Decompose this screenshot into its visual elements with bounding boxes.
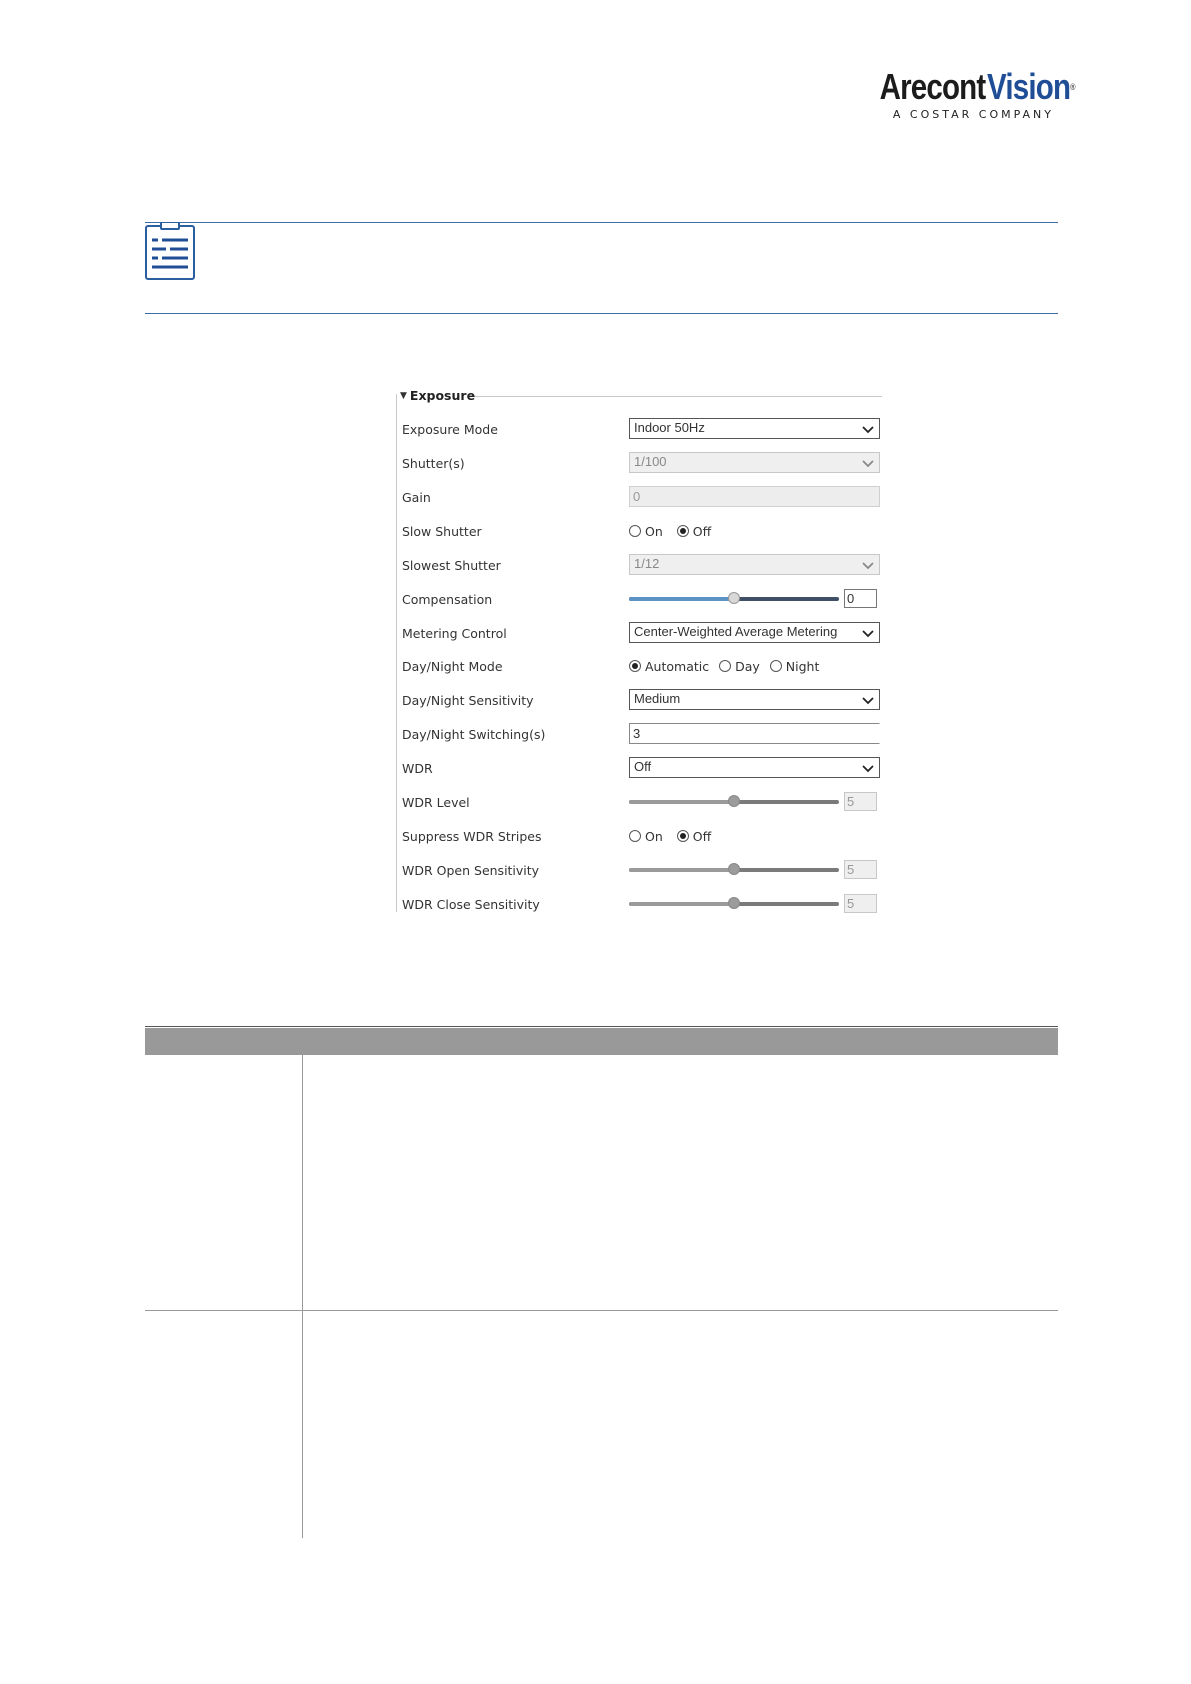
compensation-slider[interactable] <box>629 588 839 610</box>
compensation-label: Compensation <box>402 592 493 607</box>
slider-handle[interactable] <box>728 795 740 807</box>
logo-tagline: A COSTAR COMPANY <box>892 108 1054 121</box>
slow-shutter-off-label: Off <box>692 523 712 539</box>
panel-top-border <box>474 396 882 397</box>
wdr-close-sensitivity-slider[interactable] <box>629 893 839 915</box>
row-slow-shutter <box>402 520 880 544</box>
row-compensation <box>402 588 880 612</box>
exposure-mode-label: Exposure Mode <box>402 422 498 437</box>
slider-handle[interactable] <box>728 897 740 909</box>
wdr-close-sensitivity-label: WDR Close Sensitivity <box>402 897 540 912</box>
shutter-label: Shutter(s) <box>402 456 465 471</box>
wdr-level-label: WDR Level <box>402 795 470 810</box>
chevron-down-icon <box>861 454 875 472</box>
row-exposure-mode <box>402 418 880 442</box>
suppress-wdr-off-label: Off <box>692 828 712 844</box>
exposure-title: Exposure <box>409 388 476 403</box>
wdr-value: Off <box>634 759 652 774</box>
suppress-wdr-on-radio[interactable] <box>629 830 641 842</box>
exposure-mode-value: Indoor 50Hz <box>634 420 705 435</box>
table-column-divider <box>302 1028 303 1538</box>
chevron-down-icon <box>861 691 875 709</box>
day-night-sensitivity-label: Day/Night Sensitivity <box>402 693 534 708</box>
slider-fill <box>629 800 734 804</box>
slow-shutter-on-label: On <box>645 523 663 539</box>
row-wdr <box>402 757 880 781</box>
slow-shutter-on-radio[interactable] <box>629 525 641 537</box>
metering-control-value: Center-Weighted Average Metering <box>634 624 838 639</box>
wdr-label: WDR <box>402 761 433 776</box>
suppress-wdr-stripes-label: Suppress WDR Stripes <box>402 829 542 844</box>
company-logo <box>840 66 1075 121</box>
slider-fill <box>629 902 734 906</box>
row-wdr-open-sensitivity <box>402 859 880 883</box>
suppress-wdr-on-label: On <box>645 828 663 844</box>
slow-shutter-label: Slow Shutter <box>402 524 482 539</box>
gain-label: Gain <box>402 490 431 505</box>
collapse-triangle-icon: ▼ <box>400 390 407 401</box>
slider-handle[interactable] <box>728 592 740 604</box>
slow-shutter-off-radio[interactable] <box>677 525 689 537</box>
day-night-switching-input[interactable]: 3 <box>629 723 880 744</box>
row-metering-control <box>402 622 880 646</box>
slowest-shutter-label: Slowest Shutter <box>402 558 501 573</box>
logo-word-vision: Vision <box>987 66 1071 107</box>
shutter-value: 1/100 <box>634 454 667 469</box>
exposure-section-toggle[interactable] <box>400 388 475 403</box>
gain-input[interactable]: 0 <box>629 486 880 507</box>
row-gain <box>402 486 880 510</box>
metering-control-select[interactable] <box>629 622 880 643</box>
row-day-night-switching <box>402 723 880 747</box>
table-header-row <box>145 1028 1058 1055</box>
wdr-level-value-input[interactable]: 5 <box>844 792 877 811</box>
logo-word-arecont: Arecont <box>879 66 986 107</box>
slowest-shutter-select[interactable] <box>629 554 880 575</box>
wdr-open-sensitivity-slider[interactable] <box>629 859 839 881</box>
day-night-automatic-radio[interactable] <box>629 660 641 672</box>
wdr-level-slider[interactable] <box>629 791 839 813</box>
slowest-shutter-value: 1/12 <box>634 556 660 571</box>
row-day-night-sensitivity <box>402 689 880 713</box>
day-night-sensitivity-select[interactable] <box>629 689 880 710</box>
chevron-down-icon <box>861 420 875 438</box>
day-night-automatic-label: Automatic <box>645 658 710 674</box>
logo-wordmark <box>879 66 1075 107</box>
suppress-wdr-off-radio[interactable] <box>677 830 689 842</box>
row-suppress-wdr-stripes <box>402 825 880 849</box>
exposure-panel <box>396 388 882 914</box>
metering-control-label: Metering Control <box>402 626 507 641</box>
slider-handle[interactable] <box>728 863 740 875</box>
row-wdr-level <box>402 791 880 815</box>
wdr-open-sensitivity-label: WDR Open Sensitivity <box>402 863 540 878</box>
note-top-rule <box>145 222 1058 223</box>
row-shutter <box>402 452 880 476</box>
slider-fill <box>629 597 734 601</box>
day-night-switching-label: Day/Night Switching(s) <box>402 727 546 742</box>
chevron-down-icon <box>861 624 875 642</box>
shutter-select[interactable] <box>629 452 880 473</box>
table-top-rule <box>145 1026 1058 1027</box>
panel-left-border <box>396 394 397 912</box>
row-wdr-close-sensitivity <box>402 893 880 917</box>
day-night-day-radio[interactable] <box>719 660 731 672</box>
compensation-value-input[interactable]: 0 <box>844 589 877 608</box>
wdr-close-sensitivity-value-input[interactable]: 5 <box>844 894 877 913</box>
wdr-open-sensitivity-value-input[interactable]: 5 <box>844 860 877 879</box>
day-night-day-label: Day <box>735 658 760 674</box>
notepad-icon <box>145 222 195 280</box>
exposure-mode-select[interactable] <box>629 418 880 439</box>
chevron-down-icon <box>861 759 875 777</box>
day-night-sensitivity-value: Medium <box>634 691 681 706</box>
row-day-night-mode <box>402 655 880 679</box>
note-bottom-rule <box>145 313 1058 314</box>
day-night-night-label: Night <box>785 658 820 674</box>
slider-fill <box>629 868 734 872</box>
registered-mark: ® <box>1070 82 1075 92</box>
day-night-night-radio[interactable] <box>770 660 782 672</box>
chevron-down-icon <box>861 556 875 574</box>
row-slowest-shutter <box>402 554 880 578</box>
wdr-select[interactable] <box>629 757 880 778</box>
table-row-divider <box>145 1310 1058 1311</box>
day-night-mode-label: Day/Night Mode <box>402 659 503 674</box>
